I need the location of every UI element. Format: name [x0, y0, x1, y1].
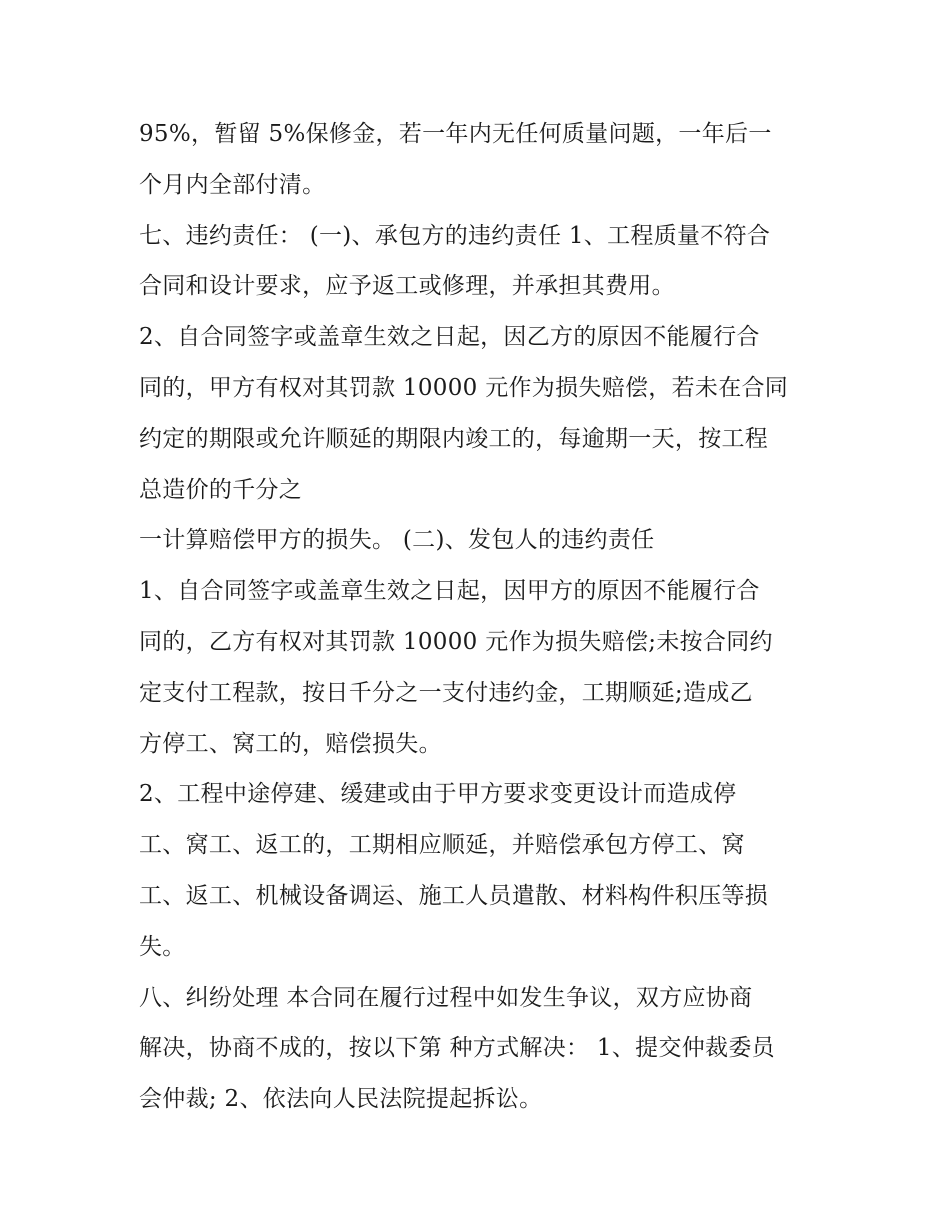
text-line: 个月内全部付清。 — [139, 171, 326, 198]
text-line: 解决，协商不成的，按以下第 种方式解决： 1、提交仲裁委员 — [139, 1035, 775, 1062]
text-line: 1、自合同签字或盖章生效之日起，因甲方的原因不能履行合 — [139, 578, 760, 605]
text-line: 合同和设计要求，应予返工或修理，并承担其费用。 — [139, 273, 675, 300]
text-line: 95%，暂留 5%保修金，若一年内无任何质量问题，一年后一 — [139, 121, 772, 147]
text-line: 定支付工程款，按日千分之一支付违约金，工期顺延;造成乙 — [139, 679, 753, 706]
text-line: 失。 — [139, 933, 186, 960]
text-line: 约定的期限或允许顺延的期限内竣工的，每逾期一天，按工程 — [139, 425, 769, 452]
text-line: 工、返工、机械设备调运、施工人员遣散、材料构件积压等损 — [139, 882, 769, 909]
text-line: 2、自合同签字或盖章生效之日起，因乙方的原因不能履行合 — [139, 324, 760, 351]
text-line: 2、工程中途停建、缓建或由于甲方要求变更设计而造成停 — [139, 781, 737, 808]
text-line: 八、纠纷处理 本合同在履行过程中如发生争议，双方应协商 — [139, 984, 753, 1011]
text-line: 会仲裁; 2、依法向人民法院提起拆讼。 — [139, 1086, 543, 1113]
text-line: 工、窝工、返工的，工期相应顺延，并赔偿承包方停工、窝 — [139, 832, 745, 859]
text-line: 一计算赔偿甲方的损失。 (二)、发包人的违约责任 — [139, 527, 655, 554]
document-body — [139, 109, 829, 1125]
text-line: 同的，甲方有权对其罚款 10000 元作为损失赔偿，若未在合同 — [139, 374, 789, 401]
text-line: 方停工、窝工的，赔偿损失。 — [139, 730, 442, 757]
text-line: 总造价的千分之 — [139, 476, 303, 503]
text-line: 七、违约责任： (一)、承包方的违约责任 1、工程质量不符合 — [139, 222, 771, 249]
text-line: 同的，乙方有权对其罚款 10000 元作为损失赔偿;未按合同约 — [139, 628, 773, 655]
